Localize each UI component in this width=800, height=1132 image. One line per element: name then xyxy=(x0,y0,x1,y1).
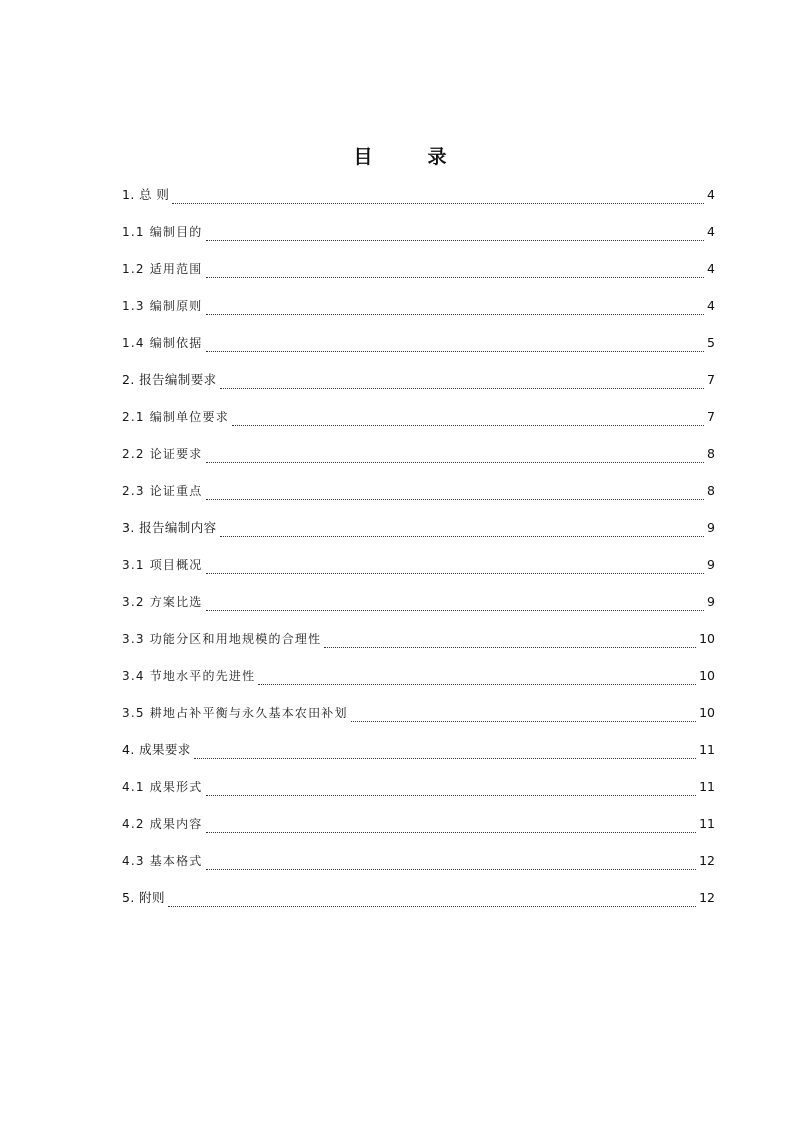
dot-leader xyxy=(220,387,705,389)
toc-entry[interactable] xyxy=(122,370,715,407)
toc-page-number: 10 xyxy=(699,668,715,683)
dot-leader xyxy=(206,239,705,241)
toc-page-number: 5 xyxy=(707,335,715,350)
toc-entry[interactable] xyxy=(122,481,715,518)
toc-page-number: 9 xyxy=(707,594,715,609)
toc-entry[interactable] xyxy=(122,259,715,296)
toc-entry-title: 4.2 成果内容 xyxy=(122,817,203,831)
toc-entry-title: 3.3 功能分区和用地规模的合理性 xyxy=(122,632,322,646)
toc-entry[interactable] xyxy=(122,444,715,481)
toc-page-number: 10 xyxy=(699,705,715,720)
toc-page-number: 9 xyxy=(707,520,715,535)
dot-leader xyxy=(220,535,705,537)
toc-entry-title: 4.1 成果形式 xyxy=(122,780,203,794)
dot-leader xyxy=(168,905,696,907)
dot-leader xyxy=(206,461,705,463)
dot-leader xyxy=(206,609,705,611)
toc-page-number: 11 xyxy=(699,742,715,757)
toc-entry-title: 2.2 论证要求 xyxy=(122,447,203,461)
toc-entry[interactable] xyxy=(122,296,715,333)
dot-leader xyxy=(206,572,705,574)
table-of-contents xyxy=(122,185,715,925)
toc-page-number: 4 xyxy=(707,224,715,239)
toc-entry-title: 2.3 论证重点 xyxy=(122,484,203,498)
toc-page-number: 8 xyxy=(707,483,715,498)
dot-leader xyxy=(206,831,697,833)
toc-entry-title: 1.4 编制依据 xyxy=(122,336,203,350)
toc-page-number: 8 xyxy=(707,446,715,461)
toc-page-number: 4 xyxy=(707,187,715,202)
dot-leader xyxy=(172,202,704,204)
toc-entry[interactable] xyxy=(122,555,715,592)
page-title: 目 录 xyxy=(353,146,465,168)
toc-page-number: 9 xyxy=(707,557,715,572)
dot-leader xyxy=(206,350,705,352)
toc-page-number: 4 xyxy=(707,261,715,276)
dot-leader xyxy=(258,683,696,685)
dot-leader xyxy=(351,720,696,722)
toc-entry-title: 3. 报告编制内容 xyxy=(122,520,217,535)
toc-entry-title: 3.4 节地水平的先进性 xyxy=(122,669,256,683)
toc-page-number: 11 xyxy=(699,779,715,794)
toc-entry-title: 4. 成果要求 xyxy=(122,742,191,757)
toc-entry[interactable] xyxy=(122,666,715,703)
toc-page-number: 10 xyxy=(699,631,715,646)
toc-entry[interactable] xyxy=(122,222,715,259)
toc-entry[interactable] xyxy=(122,777,715,814)
toc-entry[interactable] xyxy=(122,333,715,370)
dot-leader xyxy=(194,757,696,759)
toc-entry[interactable] xyxy=(122,703,715,740)
toc-page-number: 7 xyxy=(707,372,715,387)
toc-page-number: 7 xyxy=(707,409,715,424)
toc-entry[interactable] xyxy=(122,740,715,777)
toc-entry-title: 1. 总 则 xyxy=(122,187,170,202)
toc-entry-title: 1.2 适用范围 xyxy=(122,262,203,276)
toc-page-number: 12 xyxy=(699,890,715,905)
toc-entry-title: 1.1 编制目的 xyxy=(122,225,203,239)
dot-leader xyxy=(206,498,705,500)
toc-entry[interactable] xyxy=(122,185,715,222)
dot-leader xyxy=(232,424,704,426)
toc-entry[interactable] xyxy=(122,592,715,629)
toc-entry[interactable] xyxy=(122,629,715,666)
toc-page-number: 4 xyxy=(707,298,715,313)
toc-entry-title: 2. 报告编制要求 xyxy=(122,372,217,387)
dot-leader xyxy=(206,794,697,796)
toc-page-number: 12 xyxy=(699,853,715,868)
toc-entry-title: 1.3 编制原则 xyxy=(122,299,203,313)
dot-leader xyxy=(206,313,705,315)
toc-entry[interactable] xyxy=(122,518,715,555)
dot-leader xyxy=(324,646,696,648)
toc-page-number: 11 xyxy=(699,816,715,831)
toc-entry-title: 3.2 方案比选 xyxy=(122,595,203,609)
toc-entry[interactable] xyxy=(122,407,715,444)
toc-entry-title: 4.3 基本格式 xyxy=(122,854,203,868)
toc-entry-title: 5. 附则 xyxy=(122,890,165,905)
toc-entry-title: 3.1 项目概况 xyxy=(122,558,203,572)
toc-entry-title: 2.1 编制单位要求 xyxy=(122,410,229,424)
toc-entry-title: 3.5 耕地占补平衡与永久基本农田补划 xyxy=(122,706,348,720)
toc-entry[interactable] xyxy=(122,888,715,925)
dot-leader xyxy=(206,868,697,870)
toc-entry[interactable] xyxy=(122,851,715,888)
toc-entry[interactable] xyxy=(122,814,715,851)
dot-leader xyxy=(206,276,705,278)
